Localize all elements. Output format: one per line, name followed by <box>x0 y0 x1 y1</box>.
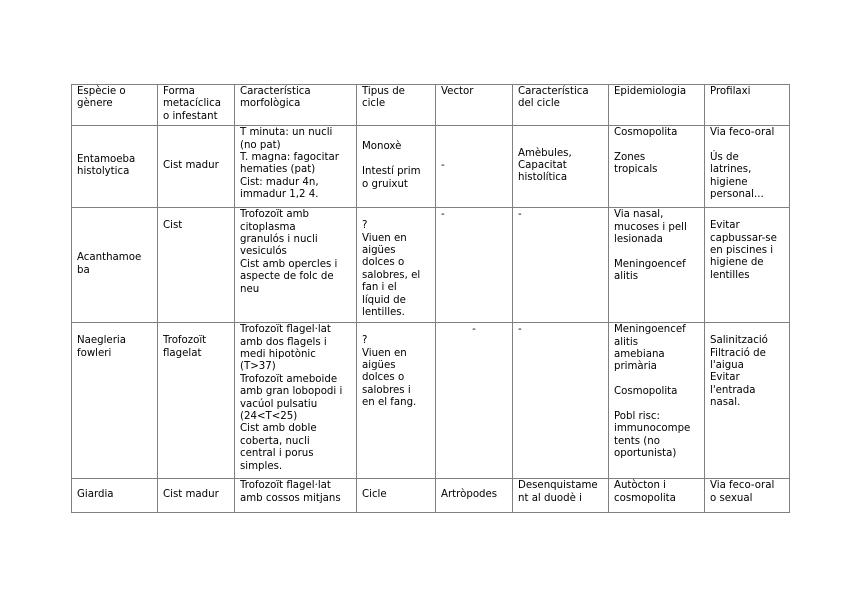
cell-text: Cist madur <box>163 160 219 172</box>
table-row-giardia <box>72 479 790 513</box>
header-vector <box>436 85 513 126</box>
cell-text: Salinització Filtració de l'aigua Evitar l'entrada nasal. <box>710 335 768 409</box>
table-cell <box>513 126 609 208</box>
table-cell <box>72 208 158 323</box>
cell-text: Acanthamoe ba <box>77 252 142 276</box>
cell-text: Trofozoït flagel·lat amb cossos mitjans <box>240 480 341 504</box>
table-cell <box>158 208 235 323</box>
table-cell <box>609 208 705 323</box>
cell-text: Entamoeba histolytica <box>77 153 136 178</box>
table-header-row <box>72 85 790 126</box>
table-cell <box>609 323 705 479</box>
cell-text: Cicle <box>362 489 387 501</box>
cell-text: Monoxè Intestí prim o gruixut <box>362 141 421 190</box>
table-cell <box>705 126 790 208</box>
table-cell <box>705 479 790 513</box>
table-cell <box>436 208 513 323</box>
table-cell <box>72 126 158 208</box>
table-cell <box>609 126 705 208</box>
table-cell <box>158 479 235 513</box>
cell-text: Autòcton i cosmopolita <box>614 480 676 504</box>
table-cell <box>436 479 513 513</box>
header-forma-text: Forma metacíclica o infestant <box>163 86 221 122</box>
table-cell <box>158 126 235 208</box>
table-row-entamoeba <box>72 126 790 208</box>
table-cell <box>235 323 357 479</box>
table-cell <box>513 479 609 513</box>
table-cell <box>357 126 436 208</box>
header-epidemiologia-text: Epidemiologia <box>614 86 687 97</box>
header-profilaxi-text: Profilaxi <box>710 86 751 97</box>
table-cell <box>357 323 436 479</box>
table-cell <box>705 208 790 323</box>
cell-text: ? Viuen en aigües dolces o salobres i en el fang. <box>362 335 417 409</box>
cell-text: - <box>472 324 476 336</box>
header-vector-text: Vector <box>441 86 474 97</box>
cell-text: Giardia <box>77 489 114 501</box>
table-cell <box>436 126 513 208</box>
header-especie-text: Espècie o gènere <box>77 86 126 110</box>
cell-text: Meningoencef alitis amebiana primària Cosmopolita Pobl risc: immunocompe tents (no oportunista) <box>614 324 691 460</box>
cell-text: T minuta: un nucli (no pat) T. magna: fagocitar hematies (pat) Cist: madur 4n, immadur 1,2 4. <box>240 127 339 201</box>
cell-text: ? Viuen en aigües dolces o salobres, el fan i el líquid de lentilles. <box>362 220 421 319</box>
header-caracteristica-morfologica-text: Característica morfològica <box>240 86 311 110</box>
table-cell <box>705 323 790 479</box>
cell-text: Trofozoït flagel·lat amb dos flagels i medi hipotònic (T>37) Trofozoït ameboide amb gran lobopodi i vacúol pulsatiu (24<T<25) Cist amb doble coberta, nucli central i porus simples. <box>240 324 343 472</box>
cell-text: Evitar capbussar-se en piscines i higiene de lentilles <box>710 220 777 281</box>
table-cell <box>72 479 158 513</box>
table-cell <box>513 323 609 479</box>
table-cell <box>609 479 705 513</box>
table-cell <box>357 479 436 513</box>
cell-text: Cist <box>163 220 183 232</box>
header-caracteristica-cicle-text: Característica del cicle <box>518 86 589 110</box>
cell-text: Trofozoït amb citoplasma granulós i nucli vesiculós Cist amb opercles i aspecte de folc de neu <box>240 209 338 295</box>
table-cell <box>235 126 357 208</box>
cell-text: - <box>441 160 445 172</box>
table-cell <box>158 323 235 479</box>
cell-text: Trofozoït flagelat <box>163 335 207 359</box>
header-forma <box>158 85 235 126</box>
cell-text: Via feco-oral Ús de latrines, higiene personal... <box>710 127 775 201</box>
header-tipus-cicle-text: Tipus de cicle <box>362 86 405 110</box>
cell-text: Cist madur <box>163 489 219 501</box>
table-row-acanthamoeba <box>72 208 790 323</box>
table-cell <box>235 479 357 513</box>
cell-text: Desenquistame nt al duodè i <box>518 480 598 504</box>
cell-text: Via nasal, mucoses i pell lesionada Meningoencef alitis <box>614 209 687 283</box>
table-cell <box>235 208 357 323</box>
header-tipus-cicle <box>357 85 436 126</box>
cell-text: Cosmopolita Zones tropicals <box>614 127 678 176</box>
cell-text: - <box>441 209 445 221</box>
header-epidemiologia <box>609 85 705 126</box>
header-especie <box>72 85 158 126</box>
table-cell <box>357 208 436 323</box>
parasite-table <box>71 84 790 513</box>
cell-text: Via feco-oral o sexual <box>710 480 775 504</box>
cell-text: Naegleria fowleri <box>77 335 126 359</box>
table-row-naegleria <box>72 323 790 479</box>
cell-text: - <box>518 324 522 336</box>
header-profilaxi <box>705 85 790 126</box>
header-caracteristica-morfologica <box>235 85 357 126</box>
table-cell <box>436 323 513 479</box>
cell-text: - <box>518 209 522 221</box>
table-cell <box>72 323 158 479</box>
cell-text: Amèbules, Capacitat histolítica <box>518 147 572 184</box>
table-cell <box>513 208 609 323</box>
cell-text: Artròpodes <box>441 489 498 501</box>
header-caracteristica-cicle <box>513 85 609 126</box>
